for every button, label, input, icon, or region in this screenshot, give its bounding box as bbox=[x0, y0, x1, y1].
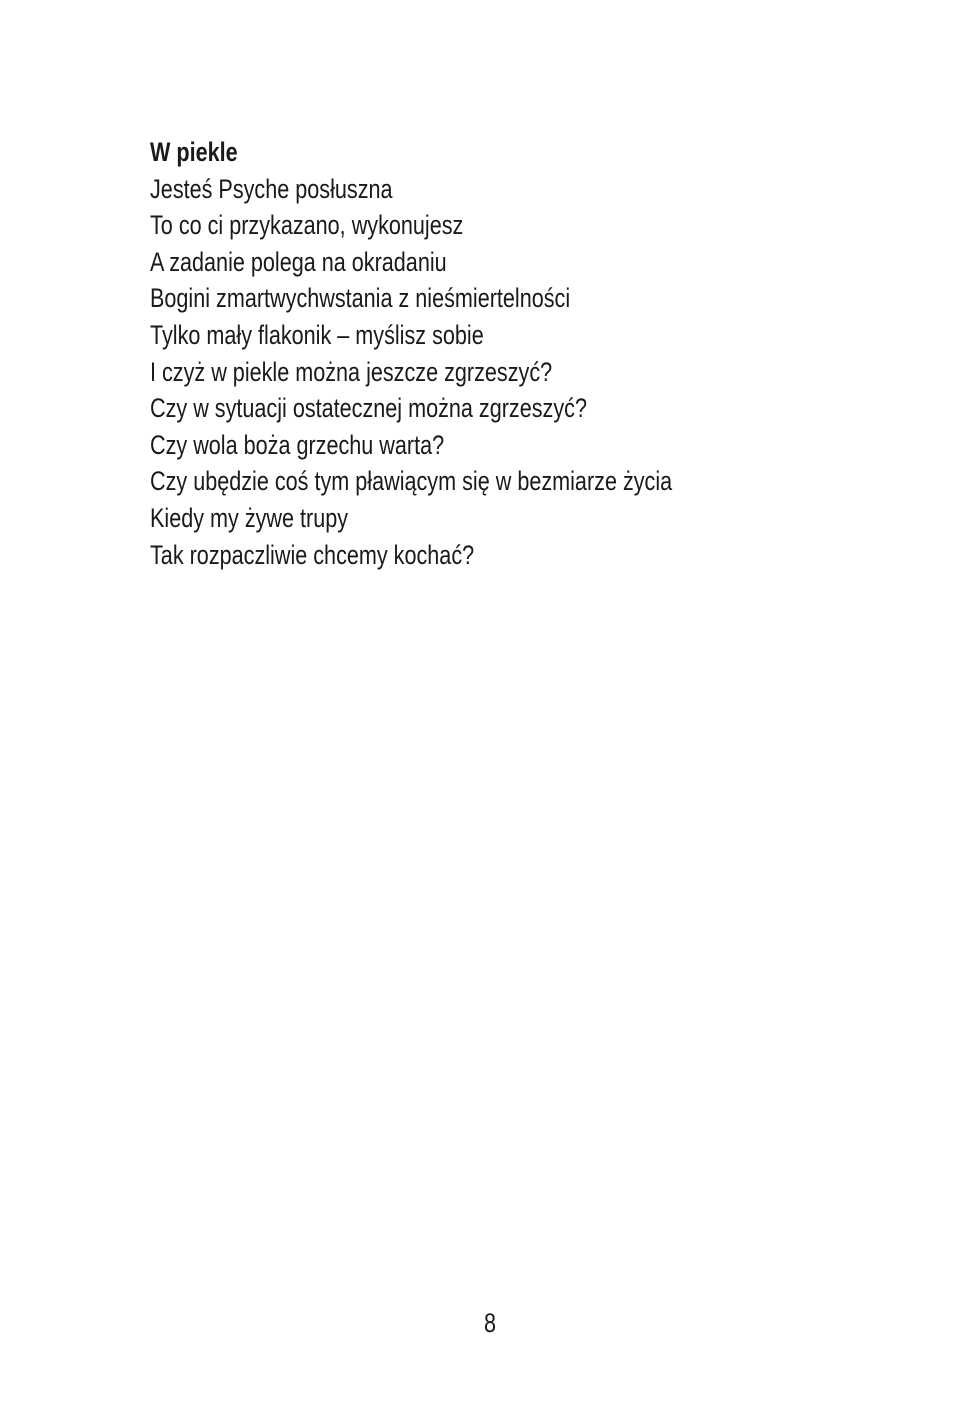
poem-line: Czy w sytuacji ostatecznej można zgrzeszyć? bbox=[150, 393, 587, 424]
poem-lines bbox=[150, 171, 910, 574]
poem-line: Bogini zmartwychwstania z nieśmiertelności bbox=[150, 283, 571, 314]
poem-line: I czyż w piekle można jeszcze zgrzeszyć? bbox=[150, 356, 553, 387]
poem-line: Czy wola boża grzechu warta? bbox=[150, 429, 445, 460]
poem-line: Kiedy my żywe trupy bbox=[150, 502, 349, 533]
poem-line: Tylko mały flakonik – myślisz sobie bbox=[150, 319, 484, 350]
poem-line: Czy ubędzie coś tym pławiącym się w bezmiarze życia bbox=[150, 466, 673, 497]
poem-line: Jesteś Psyche posłuszna bbox=[150, 173, 393, 204]
poem-line: A zadanie polega na okradaniu bbox=[150, 246, 447, 277]
poem-line: To co ci przykazano, wykonujesz bbox=[150, 210, 464, 241]
poem bbox=[150, 134, 910, 573]
page-number: 8 bbox=[483, 1308, 497, 1338]
poem-line: Tak rozpaczliwie chcemy kochać? bbox=[150, 539, 475, 570]
poem-title: W piekle bbox=[150, 137, 238, 167]
